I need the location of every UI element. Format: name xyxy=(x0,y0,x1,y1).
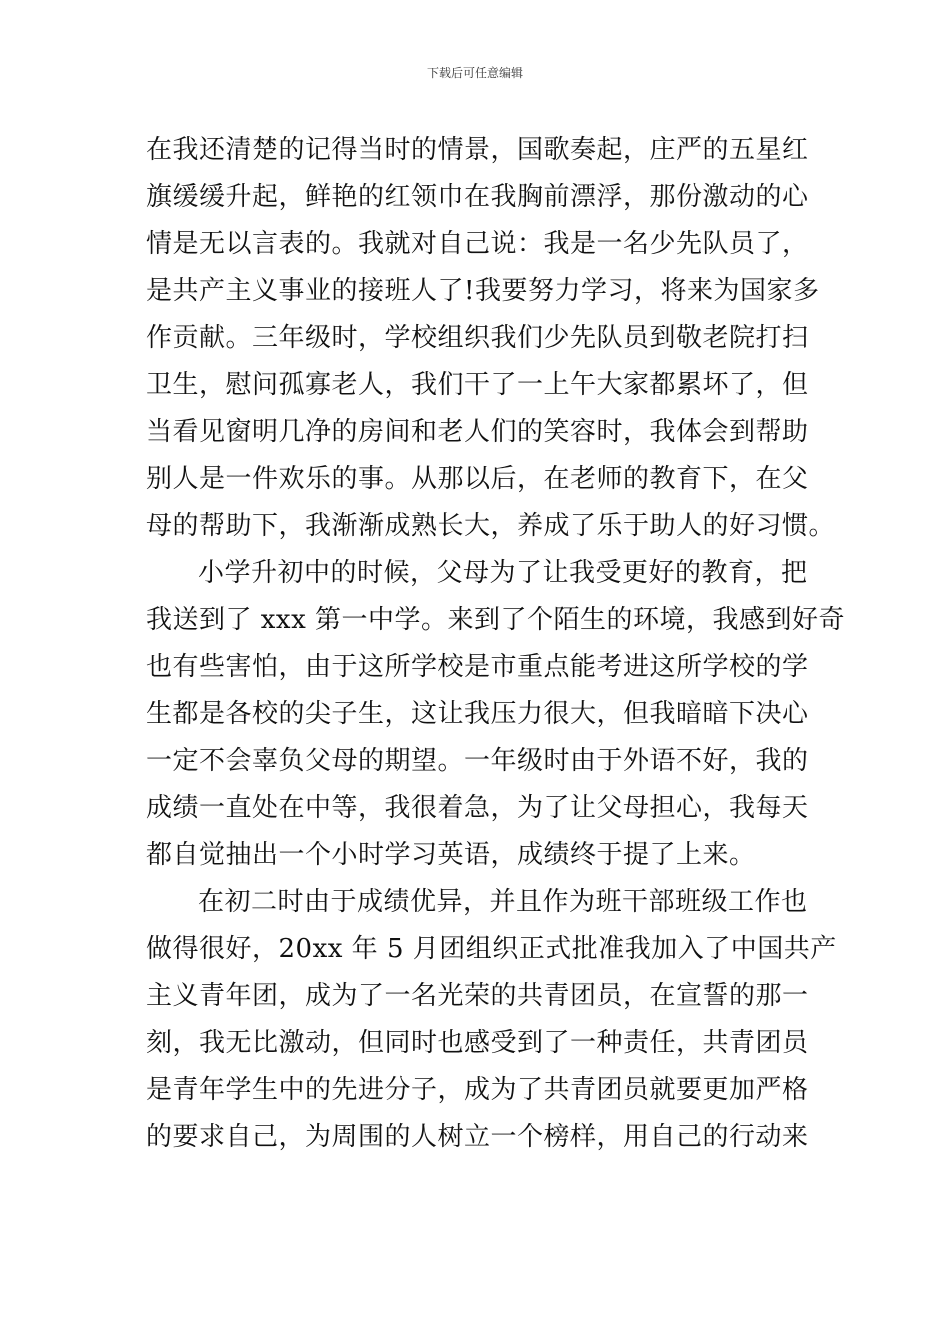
text-line-14: 一定不会辜负父母的期望。一年级时由于外语不好，我的 xyxy=(146,746,809,776)
text-line-2: 旗缓缓升起，鲜艳的红领巾在我胸前漂浮，那份激动的心 xyxy=(146,182,809,212)
text-line-22: 的要求自己，为周围的人树立一个榜样，用自己的行动来 xyxy=(146,1122,809,1152)
text-line-15: 成绩一直处在中等，我很着急，为了让父母担心，我每天 xyxy=(146,793,809,823)
text-line-19: 主义青年团，成为了一名光荣的共青团员，在宣誓的那一 xyxy=(146,981,809,1011)
text-line-7: 当看见窗明几净的房间和老人们的笑容时，我体会到帮助 xyxy=(146,417,809,447)
text-line-11: 我送到了 xxx 第一中学。来到了个陌生的环境，我感到好奇 xyxy=(146,605,846,635)
body-text xyxy=(146,127,846,1161)
text-line-9: 母的帮助下，我渐渐成熟长大，养成了乐于助人的好习惯。 xyxy=(146,511,836,541)
text-line-20: 刻，我无比激动，但同时也感受到了一种责任，共青团员 xyxy=(146,1028,809,1058)
text-line-18: 做得很好，20xx 年 5 月团组织正式批准我加入了中国共产 xyxy=(146,934,837,964)
text-line-5: 作贡献。三年级时，学校组织我们少先队员到敬老院打扫 xyxy=(146,323,809,353)
text-line-13: 生都是各校的尖子生，这让我压力很大，但我暗暗下决心 xyxy=(146,699,809,729)
text-line-4: 是共产主义事业的接班人了!我要努力学习，将来为国家多 xyxy=(146,276,820,306)
text-line-6: 卫生，慰问孤寡老人，我们干了一上午大家都累坏了，但 xyxy=(146,370,809,400)
page-header: 下载后可任意编辑 xyxy=(426,66,523,80)
text-line-21: 是青年学生中的先进分子，成为了共青团员就要更加严格 xyxy=(146,1075,809,1105)
text-line-8: 别人是一件欢乐的事。从那以后，在老师的教育下，在父 xyxy=(146,464,809,494)
text-line-10: 小学升初中的时候，父母为了让我受更好的教育，把 xyxy=(198,558,808,588)
text-line-17: 在初二时由于成绩优异，并且作为班干部班级工作也 xyxy=(198,887,808,917)
text-line-3: 情是无以言表的。我就对自己说：我是一名少先队员了， xyxy=(146,229,809,259)
text-line-1: 在我还清楚的记得当时的情景，国歌奏起，庄严的五星红 xyxy=(146,135,809,165)
text-line-12: 也有些害怕，由于这所学校是市重点能考进这所学校的学 xyxy=(146,652,809,682)
text-line-16: 都自觉抽出一个小时学习英语，成绩终于提了上来。 xyxy=(146,840,756,870)
